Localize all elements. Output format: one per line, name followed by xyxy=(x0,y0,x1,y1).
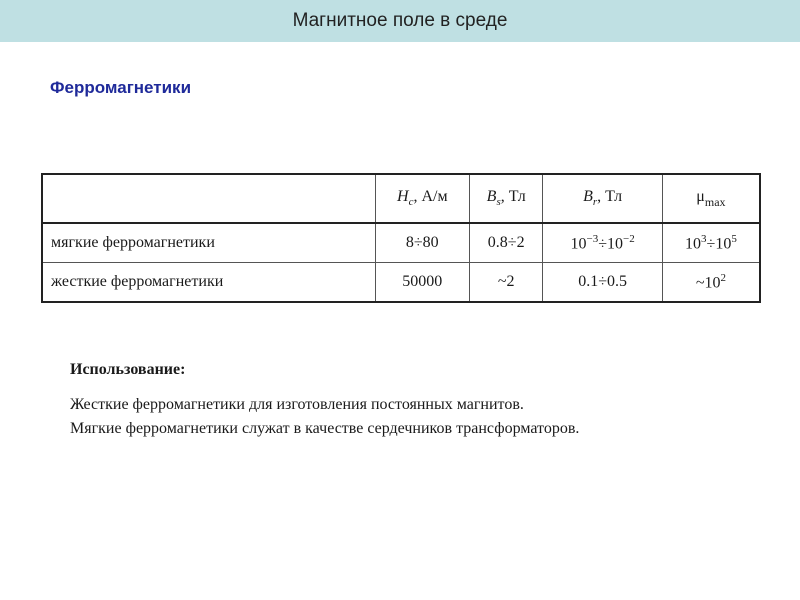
header-cell-br: $B_r$, Тл xyxy=(543,174,662,223)
cell-br: $10^{-3}\div 10^{-2}$ xyxy=(543,223,662,263)
usage-text xyxy=(70,393,579,441)
cell-hc: 8÷80 xyxy=(375,223,469,263)
cell-mu: $\sim 10^2$ xyxy=(662,263,760,303)
header-cell-hc: $H_c$, А/м xyxy=(375,174,469,223)
cell-br: 0.1÷0.5 xyxy=(543,263,662,303)
cell-hc: 50000 xyxy=(375,263,469,303)
usage-line: Жесткие ферромагнетики для изготовления постоянных магнитов. xyxy=(70,396,524,413)
usage-line: Мягкие ферромагнетики служат в качестве сердечников трансформаторов. xyxy=(70,420,580,437)
section-title: Ферромагнетики xyxy=(50,78,192,97)
header-bar xyxy=(0,0,800,42)
header-cell-mu: $\mu_{max}$ xyxy=(662,174,760,223)
table-row xyxy=(42,263,760,303)
usage-title: Использование: xyxy=(70,361,186,378)
cell-bs: 0.8÷2 xyxy=(470,223,543,263)
table-header-row xyxy=(42,174,760,223)
table-row xyxy=(42,223,760,263)
row-label: мягкие ферромагнетики xyxy=(42,223,375,263)
cell-mu: $10^3\div 10^5$ xyxy=(662,223,760,263)
cell-bs: ~2 xyxy=(470,263,543,303)
row-label: жесткие ферромагнетики xyxy=(42,263,375,303)
header-title: Магнитное поле в среде xyxy=(292,10,508,31)
header-cell-empty xyxy=(42,174,375,223)
properties-table xyxy=(41,173,761,303)
header-cell-bs: $B_s$, Тл xyxy=(470,174,543,223)
